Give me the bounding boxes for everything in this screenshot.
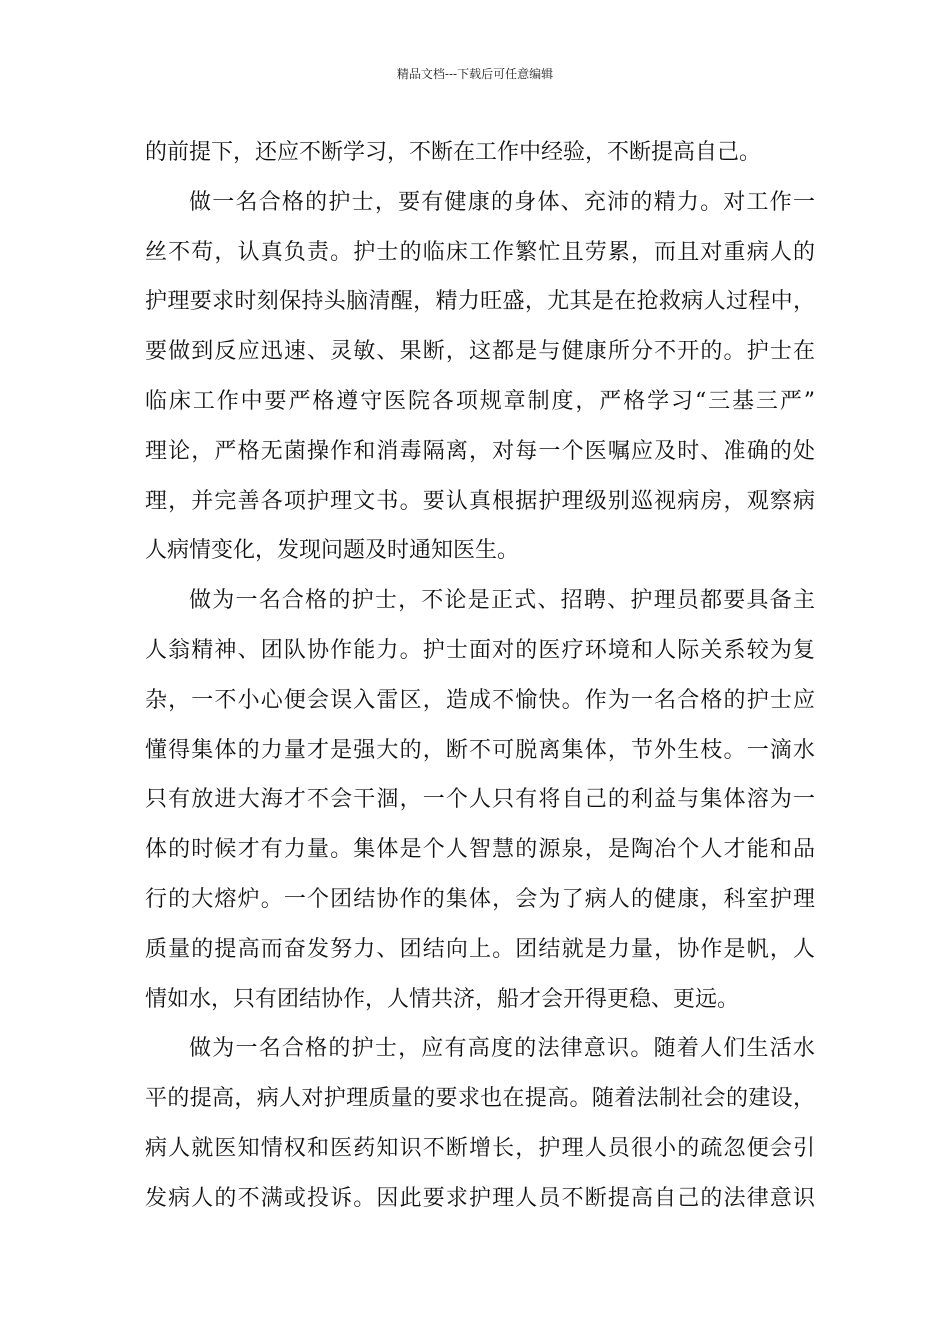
text-line: 的前提下，还应不断学习，不断在工作中经验，不断提高自己。 — [145, 140, 762, 165]
text-line: 护理要求时刻保持头脑清醒，精力旺盛，尤其是在抢救病人过程中， — [145, 289, 815, 315]
text-line: 发病人的不满或投诉。因此要求护理人员不断提高自己的法律意识 — [145, 1185, 815, 1211]
text-line: 理，并完善各项护理文书。要认真根据护理级别巡视病房，观察病 — [145, 488, 815, 514]
text-line: 平的提高，病人对护理质量的要求也在提高。随着法制社会的建设， — [145, 1086, 815, 1112]
page-header: 精品文档---下载后可任意编辑 — [396, 67, 554, 81]
text-line: 杂，一不小心便会误入雷区，造成不愉快。作为一名合格的护士应 — [145, 687, 815, 713]
text-line: 质量的提高而奋发努力、团结向上。团结就是力量，协作是帆，人 — [145, 936, 815, 962]
document-body — [145, 128, 815, 1224]
text-line: 人病情变化，发现问题及时通知医生。 — [145, 538, 520, 564]
text-line: 只有放进大海才不会干涸，一个人只有将自己的利益与集体溶为一 — [145, 787, 815, 813]
text-line: 人翁精神、团队协作能力。护士面对的医疗环境和人际关系较为复 — [145, 637, 815, 663]
text-line: 体的时候才有力量。集体是个人智慧的源泉，是陶冶个人才能和品 — [145, 837, 815, 863]
paragraph-first-line: 做为一名合格的护士，不论是正式、招聘、护理员都要具备主 — [189, 588, 815, 614]
paragraph-first-line: 做一名合格的护士，要有健康的身体、充沛的精力。对工作一 — [189, 189, 815, 215]
text-line: 行的大熔炉。一个团结协作的集体，会为了病人的健康，科室护理 — [145, 886, 815, 912]
text-line: 要做到反应迅速、灵敏、果断，这都是与健康所分不开的。护士在 — [145, 339, 815, 365]
text-line: 丝不苟，认真负责。护士的临床工作繁忙且劳累，而且对重病人的 — [145, 239, 815, 265]
paragraph-first-line: 做为一名合格的护士，应有高度的法律意识。随着人们生活水 — [189, 1036, 815, 1062]
text-line: 情如水，只有团结协作，人情共济，船才会开得更稳、更远。 — [145, 986, 740, 1012]
text-line: 理论，严格无菌操作和消毒隔离，对每一个医嘱应及时、准确的处 — [145, 438, 815, 464]
text-line: 懂得集体的力量才是强大的，断不可脱离集体，节外生枝。一滴水 — [145, 737, 815, 763]
text-line: 临床工作中要严格遵守医院各项规章制度，严格学习“三基三严” — [145, 388, 815, 414]
text-line: 病人就医知情权和医药知识不断增长，护理人员很小的疏忽便会引 — [145, 1135, 815, 1161]
